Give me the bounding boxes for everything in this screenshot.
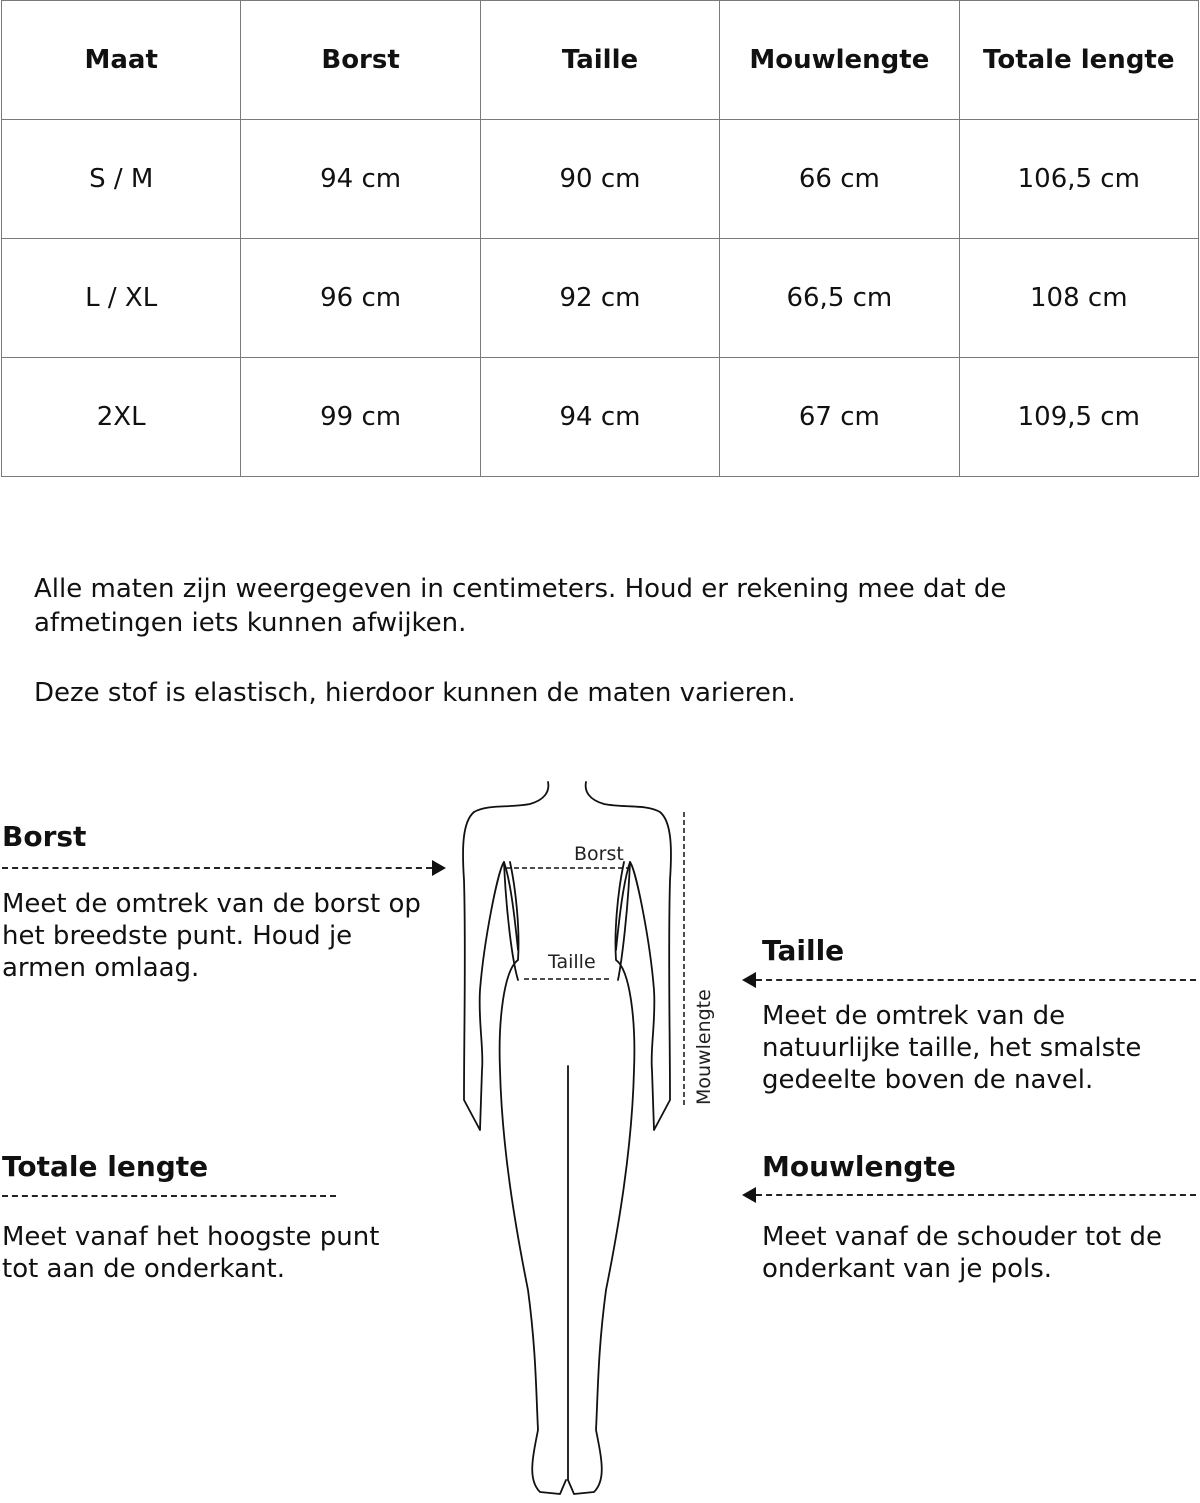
table-row: [2, 239, 1199, 358]
cell-borst: 96 cm: [241, 239, 480, 358]
table-header-row: [2, 1, 1199, 120]
taille-description: Meet de omtrek van de natuurlijke taille, het smalste gedeelte boven de navel.: [762, 1001, 1142, 1095]
cell-borst: 99 cm: [241, 358, 480, 477]
figure-label-taille: Taille: [548, 951, 596, 973]
cell-borst: 94 cm: [241, 120, 480, 239]
borst-description: Meet de omtrek van de borst op het breedste punt. Houd je armen omlaag.: [2, 889, 421, 983]
borst-heading: Borst: [2, 820, 87, 853]
cell-taille: 94 cm: [480, 358, 719, 477]
note-elastic: Deze stof is elastisch, hierdoor kunnen de maten varieren.: [34, 678, 796, 708]
mouwlengte-heading: Mouwlengte: [762, 1150, 956, 1183]
arrow-left-icon: [742, 1187, 756, 1203]
cell-mouwlengte: 67 cm: [720, 358, 959, 477]
cell-totale-lengte: 106,5 cm: [959, 120, 1198, 239]
cell-totale-lengte: 108 cm: [959, 239, 1198, 358]
header-mouwlengte: Mouwlengte: [720, 1, 959, 120]
totale-lengte-description: Meet vanaf het hoogste punt tot aan de onderkant.: [2, 1222, 380, 1284]
mouwlengte-description: Meet vanaf de schouder tot de onderkant van je pols.: [762, 1222, 1163, 1284]
header-maat: Maat: [2, 1, 241, 120]
header-taille: Taille: [480, 1, 719, 120]
arrow-left-icon: [742, 972, 756, 988]
totale-lengte-heading: Totale lengte: [2, 1150, 209, 1183]
cell-size: 2XL: [2, 358, 241, 477]
cell-mouwlengte: 66 cm: [720, 120, 959, 239]
cell-mouwlengte: 66,5 cm: [720, 239, 959, 358]
borst-dashed-line: [2, 867, 432, 869]
mouwlengte-dashed-line: [756, 1194, 1196, 1196]
cell-taille: 92 cm: [480, 239, 719, 358]
cell-size: S / M: [2, 120, 241, 239]
cell-size: L / XL: [2, 239, 241, 358]
header-borst: Borst: [241, 1, 480, 120]
table-row: [2, 358, 1199, 477]
body-figure: [440, 770, 730, 1500]
cell-totale-lengte: 109,5 cm: [959, 358, 1198, 477]
cell-taille: 90 cm: [480, 120, 719, 239]
table-row: [2, 120, 1199, 239]
taille-dashed-line: [756, 979, 1196, 981]
size-table: [1, 0, 1199, 477]
taille-heading: Taille: [762, 934, 845, 967]
figure-label-borst: Borst: [574, 843, 624, 865]
figure-label-mouwlengte: Mouwlengte: [693, 989, 715, 1105]
note-measurements: Alle maten zijn weergegeven in centimeters. Houd er rekening mee dat de afmetingen iets kunnen afwijken.: [34, 574, 1007, 638]
totale-lengte-dashed-line: [2, 1195, 336, 1197]
header-totale-lengte: Totale lengte: [959, 1, 1198, 120]
